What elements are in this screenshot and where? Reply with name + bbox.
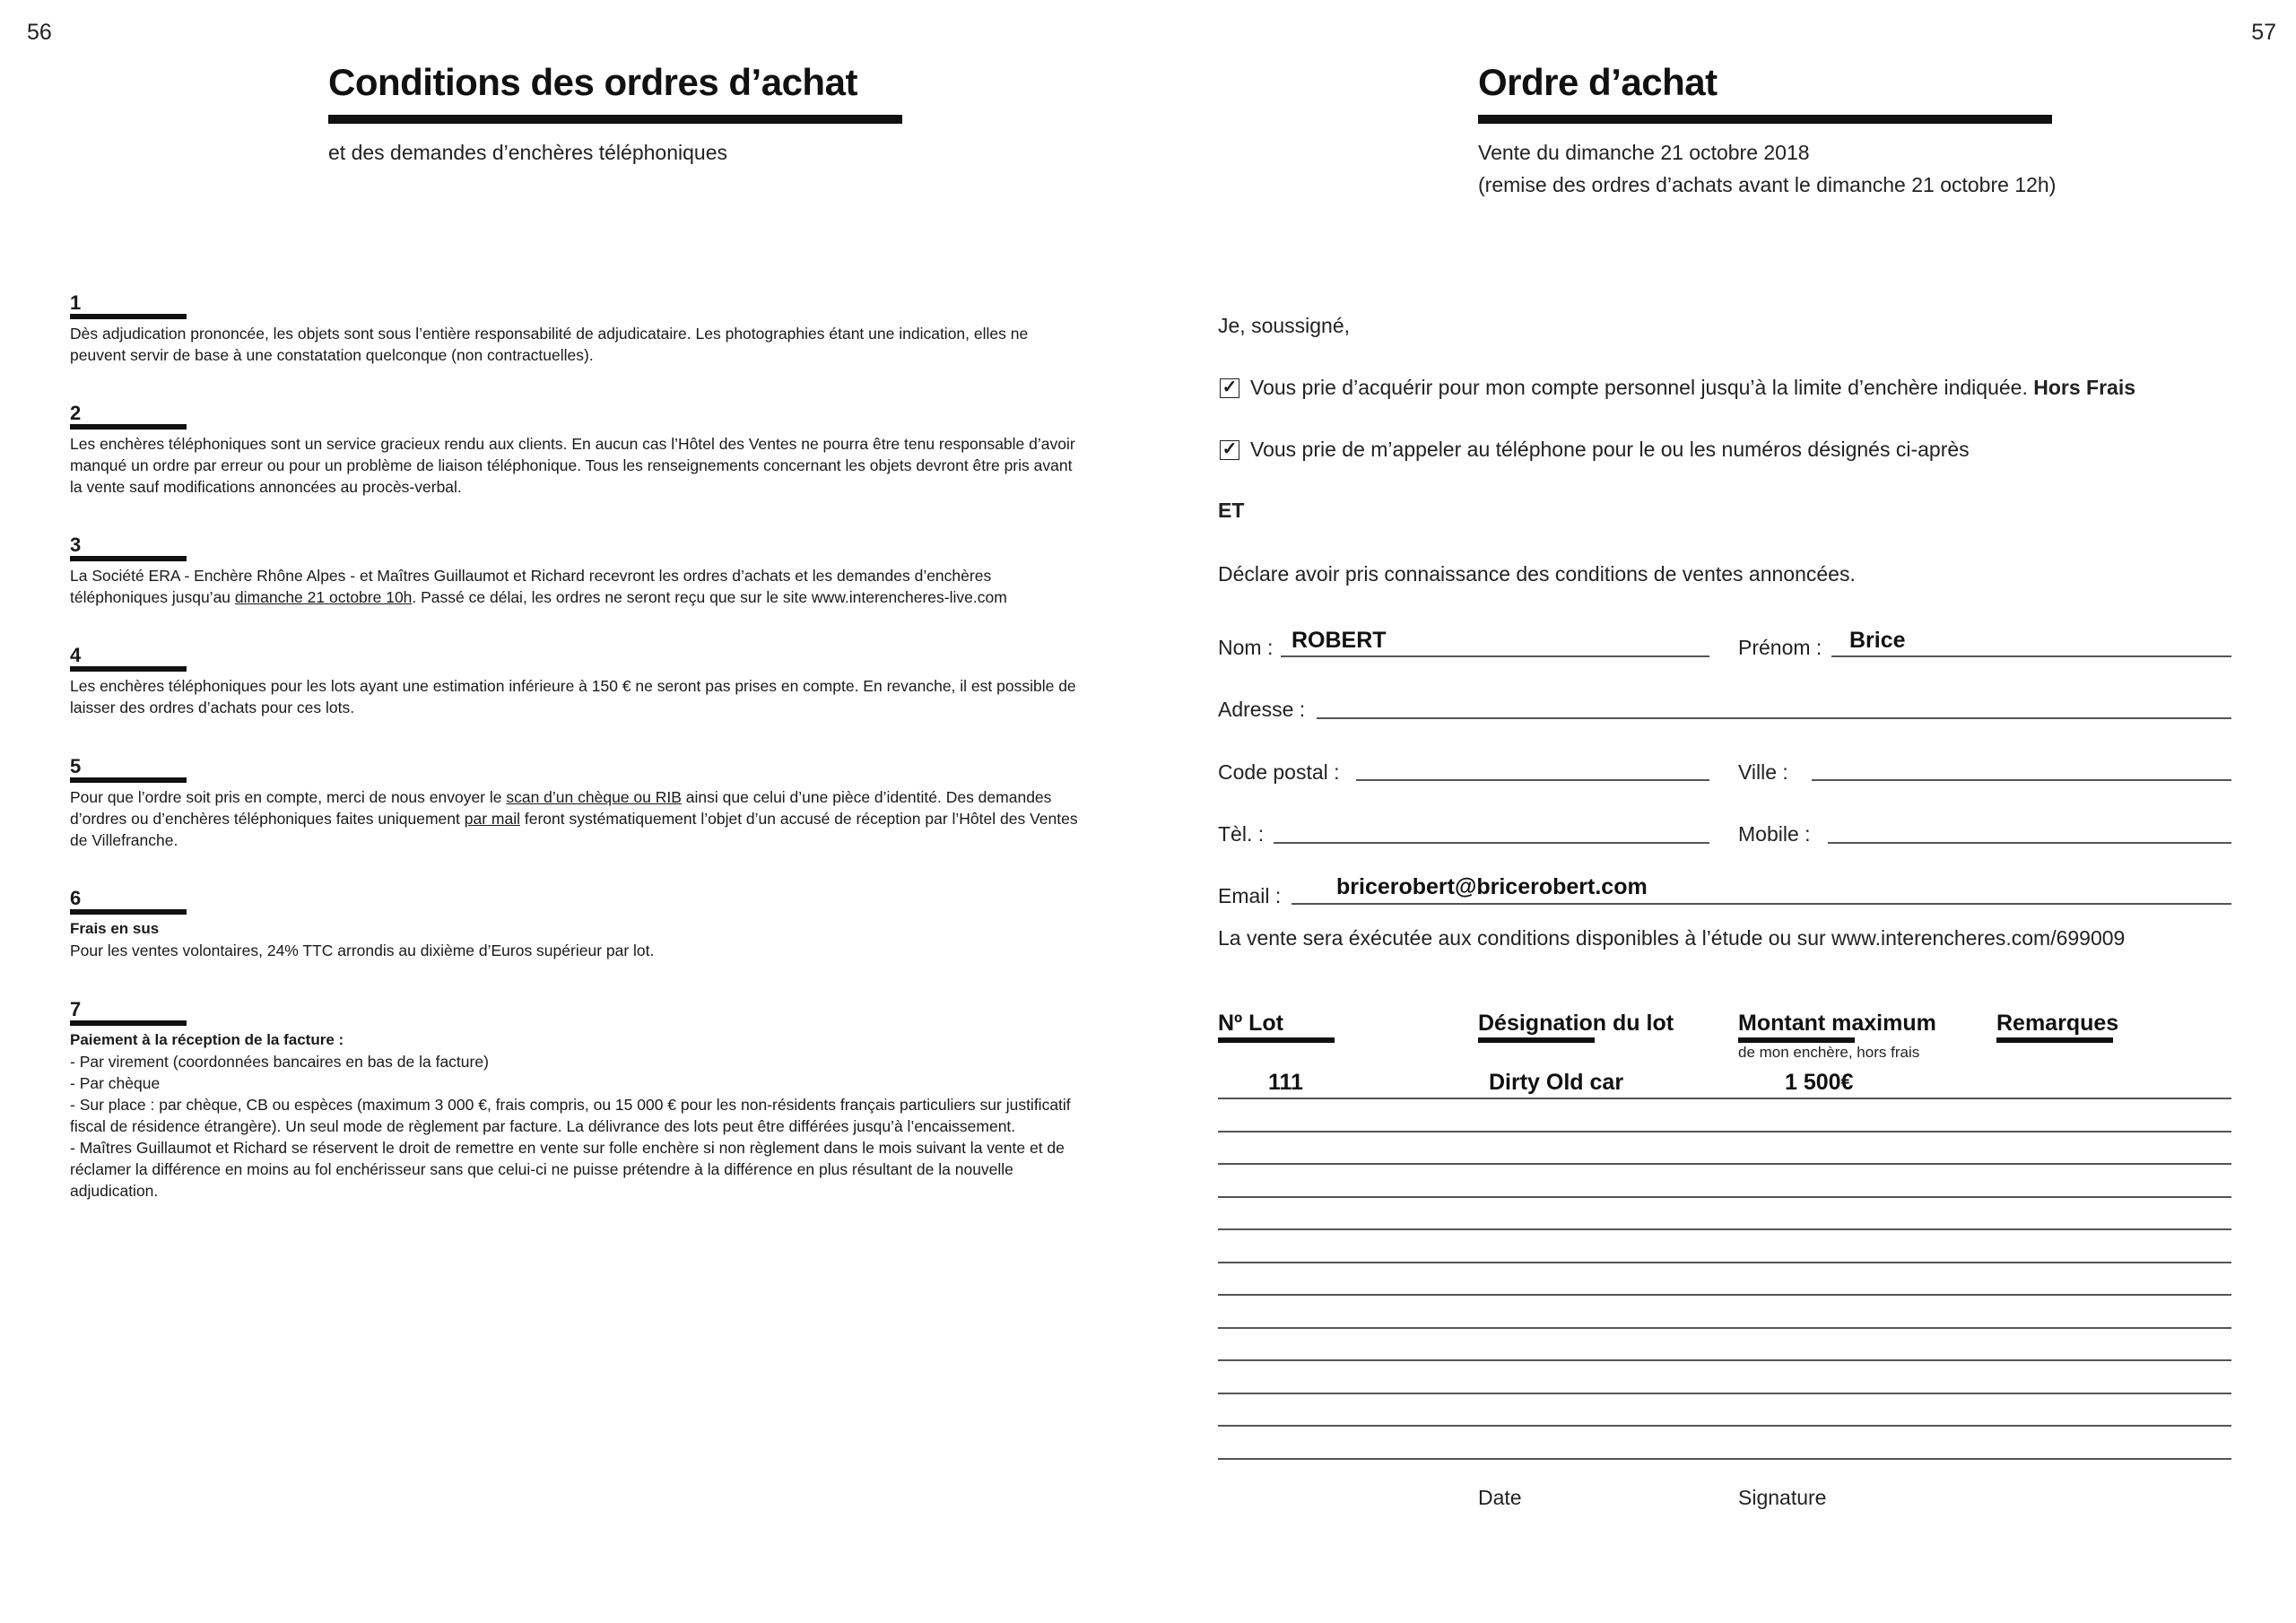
condition-7: [70, 999, 1083, 1202]
condition-number-underline: [70, 1020, 187, 1026]
tel-line: [1274, 842, 1709, 844]
table-row-line: [1218, 1393, 2231, 1394]
prenom-label: Prénom :: [1738, 636, 1822, 659]
condition-number: 5: [70, 755, 82, 777]
condition-number-underline: [70, 424, 187, 430]
condition-text: Pour les ventes volontaires, 24% TTC arrondis au dixième d’Euros supérieur par lot.: [70, 942, 655, 959]
table-row-line: [1218, 1262, 2231, 1263]
intro-text: Je, soussigné,: [1218, 314, 1351, 337]
deadline-link: dimanche 21 octobre 10h: [234, 588, 413, 606]
et-label: ET: [1218, 499, 1245, 522]
acquire-checkbox[interactable]: ✓: [1220, 378, 1239, 398]
row-designation-cell[interactable]: Dirty Old car: [1489, 1070, 1624, 1095]
condition-number: 7: [70, 998, 82, 1020]
condition-6: [70, 888, 1083, 961]
email-label: Email :: [1218, 884, 1282, 907]
deadline-line: (remise des ordres d’achats avant le dimanche 21 octobre 12h): [1478, 173, 2057, 196]
declaration-text: Déclare avoir pris connaissance des conditions de ventes annoncées.: [1218, 562, 1856, 586]
condition-text: Les enchères téléphoniques pour les lots ayant une estimation inférieure à 150 € ne seront pas prises en compte. En revanche, il est possible de laisser des ordres d’achats pour ces lots.: [70, 677, 1076, 716]
signature-label: Signature: [1738, 1486, 1827, 1509]
mail-link[interactable]: par mail: [464, 810, 520, 828]
table-row-line: [1218, 1098, 2231, 1099]
condition-1: [70, 292, 1083, 366]
code-postal-line: [1356, 779, 1709, 781]
condition-subheading: Frais en sus: [70, 920, 160, 937]
condition-number-underline: [70, 556, 187, 561]
column-remarques-header: Remarques: [1996, 1011, 2119, 1036]
phone-call-checkbox[interactable]: ✓: [1220, 440, 1239, 460]
condition-text: La Société ERA - Enchère Rhône Alpes - et Maîtres Guillaumot et Richard recevront les ordres d’achats et les demandes d’enchères téléphoniques jusqu’au dimanche 21 octobre 10h. Passé ce délai, les ordres ne seront reçu que sur le site www.interencheres-live.com: [70, 567, 1007, 606]
condition-number-underline: [70, 666, 187, 672]
column-remarques-underline: [1996, 1037, 2113, 1043]
condition-number: 6: [70, 887, 82, 909]
table-row-line: [1218, 1327, 2231, 1329]
table-row-line: [1218, 1196, 2231, 1198]
condition-number: 1: [70, 291, 82, 314]
column-designation-header: Désignation du lot: [1478, 1011, 1674, 1036]
condition-text: Pour que l’ordre soit pris en compte, merci de nous envoyer le scan d’un chèque ou RIB ainsi que celui d’une pièce d’identité. Des demandes d’ordres ou d’enchères téléphoniques faites uniquement par mail feront systématiquement l’objet d’un accusé de réception par l’Hôtel des Ventes de Villefranche.: [70, 788, 1078, 849]
prenom-line: [1831, 655, 2231, 657]
condition-text: Les enchères téléphoniques sont un service gracieux rendu aux clients. En aucun cas l’Hôtel des Ventes ne pourra être tenu responsable d’avoir manqué un ordre par erreur ou pour un problème de liaison téléphonique. Tous les renseignements concernant les objets devront être pris avant la vente sauf modifications annoncées au procès-verbal.: [70, 435, 1075, 496]
mobile-line: [1828, 842, 2231, 844]
code-postal-label: Code postal :: [1218, 760, 1340, 784]
condition-number-underline: [70, 909, 187, 915]
condition-4: [70, 645, 1083, 718]
row-lot-cell[interactable]: 111: [1268, 1070, 1303, 1095]
condition-line: - Par virement (coordonnées bancaires en bas de la facture): [70, 1053, 489, 1071]
cheque-rib-link[interactable]: scan d’un chèque ou RIB: [506, 788, 682, 806]
table-row-line: [1218, 1294, 2231, 1296]
condition-number: 3: [70, 534, 82, 556]
order-title: Ordre d’achat: [1478, 61, 1718, 103]
date-label: Date: [1478, 1486, 1522, 1509]
conditions-title-underline: [328, 115, 902, 124]
conditions-note: La vente sera éxécutée aux conditions disponibles à l’étude ou sur www.interencheres.com/699009: [1218, 926, 2126, 950]
email-field[interactable]: bricerobert@bricerobert.com: [1336, 874, 1648, 899]
mobile-label: Mobile :: [1738, 822, 1811, 846]
tel-label: Tèl. :: [1218, 822, 1265, 846]
row-montant-cell[interactable]: 1 500€: [1785, 1070, 1854, 1095]
condition-3: [70, 534, 1083, 608]
hors-frais-label: Hors Frais: [2033, 376, 2136, 399]
table-row-line: [1218, 1359, 2231, 1361]
table-row-line: [1218, 1131, 2231, 1133]
ville-line: [1812, 779, 2231, 781]
condition-2: [70, 403, 1083, 498]
condition-number: 2: [70, 402, 82, 424]
condition-line: - Sur place : par chèque, CB ou espèces (maximum 3 000 €, frais compris, ou 15 000 € pour les non-résidents français particuliers sur justificatif fiscal de résidence étrangère). Un seul mode de règlement par facture. La délivrance des lots peut être différées jusqu’à l’encaissement.: [70, 1096, 1071, 1135]
sale-date-line: Vente du dimanche 21 octobre 2018: [1478, 141, 1810, 164]
conditions-subtitle: et des demandes d’enchères téléphoniques: [328, 141, 727, 164]
table-row-line: [1218, 1228, 2231, 1230]
acquire-checkbox-label: Vous prie d’acquérir pour mon compte personnel jusqu’à la limite d’enchère indiquée. Hors Frais: [1250, 376, 2136, 399]
column-designation-underline: [1478, 1037, 1595, 1043]
condition-number-underline: [70, 314, 187, 319]
ville-label: Ville :: [1738, 760, 1788, 784]
order-title-underline: [1478, 115, 2052, 124]
left-page-number: 56: [27, 20, 52, 45]
table-row-line: [1218, 1458, 2231, 1460]
column-montant-underline: [1738, 1037, 1855, 1043]
right-page-number: 57: [2251, 20, 2276, 45]
prenom-field[interactable]: Brice: [1849, 628, 1906, 653]
condition-number: 4: [70, 644, 82, 666]
table-row-line: [1218, 1425, 2231, 1427]
adresse-label: Adresse :: [1218, 698, 1306, 721]
conditions-title: Conditions des ordres d’achat: [328, 61, 857, 103]
nom-label: Nom :: [1218, 636, 1274, 659]
condition-text: Dès adjudication prononcée, les objets sont sous l’entière responsabilité de adjudicataire. Les photographies étant une indication, elles ne peuvent servir de base à une constatation quelconque (non contractuelles).: [70, 325, 1029, 364]
column-lot-header: Nº Lot: [1218, 1011, 1283, 1036]
condition-line: - Maîtres Guillaumot et Richard se réservent le droit de remettre en vente sur folle enchère si non règlement dans le mois suivant la vente et de réclamer la différence en moins au fol enchérisseur sans que celui-ci ne puisse prétendre à la différence en plus résultant de la nouvelle adjudication.: [70, 1139, 1065, 1200]
condition-number-underline: [70, 777, 187, 783]
column-montant-header: Montant maximum: [1738, 1011, 1936, 1036]
condition-line: - Par chèque: [70, 1074, 161, 1092]
column-lot-underline: [1218, 1037, 1335, 1043]
email-line: [1292, 903, 2231, 905]
condition-subheading: Paiement à la réception de la facture :: [70, 1031, 344, 1048]
nom-field[interactable]: ROBERT: [1292, 628, 1387, 653]
phone-call-checkbox-label: Vous prie de m’appeler au téléphone pour le ou les numéros désignés ci-après: [1250, 438, 1970, 461]
column-montant-subheader: de mon enchère, hors frais: [1738, 1044, 1920, 1061]
nom-line: [1281, 655, 1709, 657]
table-row-line: [1218, 1163, 2231, 1165]
adresse-line: [1317, 717, 2231, 719]
condition-5: [70, 756, 1083, 851]
